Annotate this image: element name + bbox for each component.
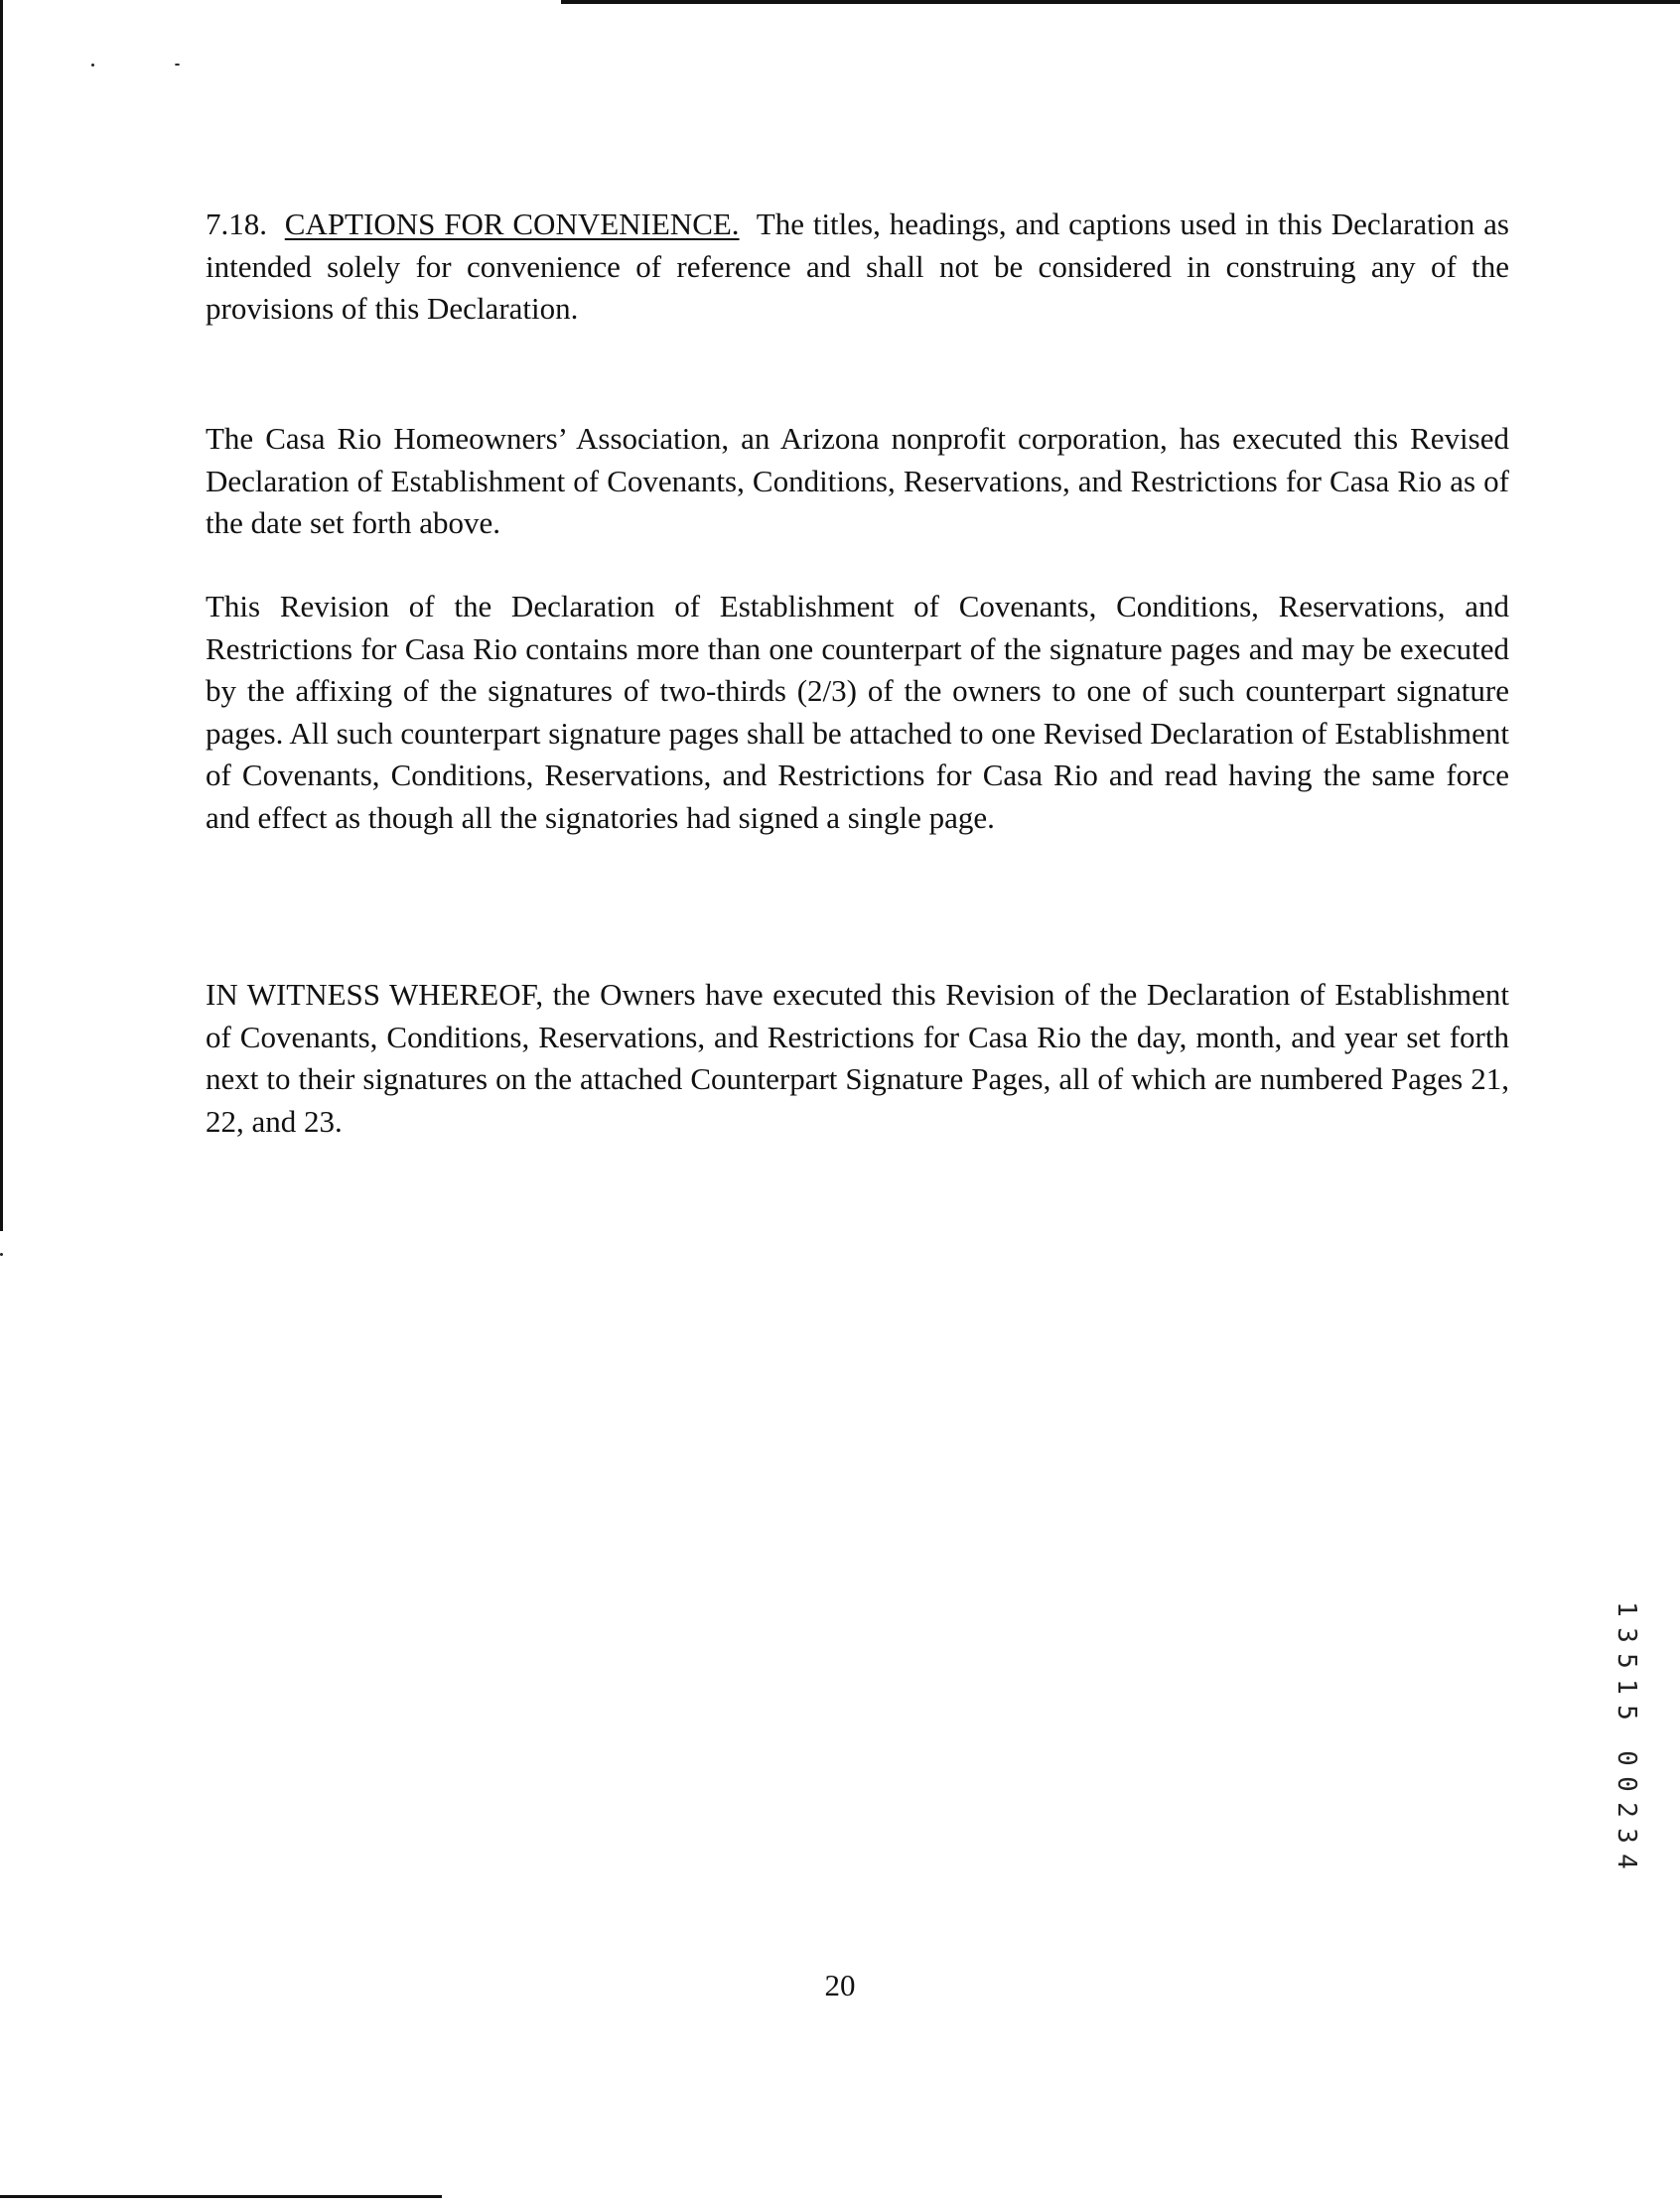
- section-7-18-paragraph: [206, 204, 1509, 331]
- scan-speck: [0, 1253, 3, 1256]
- stamp-digit: 2: [1611, 1802, 1641, 1818]
- section-number: 7.18.: [206, 207, 267, 241]
- stamp-digit: 5: [1611, 1653, 1641, 1669]
- stamp-digit: 1: [1611, 1679, 1641, 1695]
- section-heading: CAPTIONS FOR CONVENIENCE.: [284, 207, 740, 241]
- section-body: The titles, headings, and captions used in this Declaration as intended solely for convenience of reference and shall not be considered in construing any of the provisions of this Declaration.: [206, 207, 1509, 326]
- scan-speck: [91, 64, 94, 67]
- witness-paragraph: IN WITNESS WHEREOF, the Owners have executed this Revision of the Declaration of Establishment of Covenants, Conditions, Reservations, and Restrictions for Casa Rio the day, month, and year set forth next to their signatures on the attached Counterpart Signature Pages, all of which are numbered Pages 21, 22, and 23.: [206, 977, 1509, 1139]
- stamp-digit: 0: [1611, 1750, 1641, 1766]
- scan-border-bottom: [0, 2195, 442, 2198]
- scan-speck: [175, 64, 180, 66]
- counterparts-paragraph: This Revision of the Declaration of Establishment of Covenants, Conditions, Reservations, and Restrictions for Casa Rio contains more than one counterpart of the signature pages and may be executed by the affixing of the signatures of two-thirds (2/3) of the owners to one of such counterpart signature pages. All such counterpart signature pages shall be attached to one Revised Declaration of Establishment of Covenants, Conditions, Reservations, and Restrictions for Casa Rio and read having the same force and effect as though all the signatories had signed a single page.: [206, 589, 1509, 835]
- stamp-digit: 3: [1611, 1627, 1641, 1643]
- scan-border-top: [561, 0, 1680, 4]
- execution-paragraph: The Casa Rio Homeowners’ Association, an Arizona nonprofit corporation, has executed this Revised Declaration of Establishment of Covenants, Conditions, Reservations, and Restrictions for Casa Rio as of the date set forth above.: [206, 421, 1509, 540]
- stamp-digit: 4: [1611, 1854, 1641, 1869]
- stamp-digit: 1: [1611, 1601, 1641, 1617]
- scan-border-left: [0, 0, 3, 1231]
- recording-stamp: [1611, 1596, 1641, 1874]
- stamp-digit: 0: [1611, 1776, 1641, 1792]
- stamp-digit: 3: [1611, 1828, 1641, 1844]
- page-number: 20: [824, 1968, 856, 2002]
- stamp-digit: 5: [1611, 1705, 1641, 1721]
